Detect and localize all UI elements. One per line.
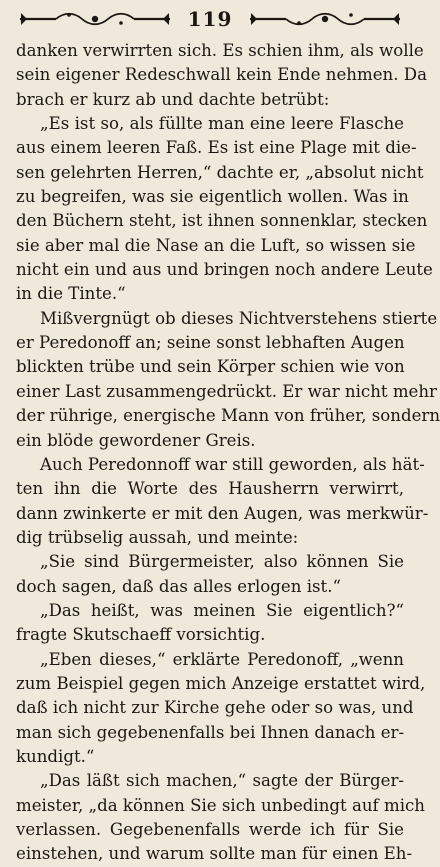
text-line: dann zwinkerte er mit den Augen, was merkwür- [16,503,429,523]
text-line: doch sagen, daß das alles erlogen ist.“ [16,576,341,596]
text-line: der rührige, energische Mann von früher, sondern [16,406,440,426]
text-line: blickten trübe und sein Körper schien wie von [16,357,405,377]
text-line: einstehen, und warum sollte man für einen Eh- [16,844,413,864]
text-line: ten ihn die Worte des Hausherrn verwirrt, [16,479,404,499]
text-line: einer Last zusammengedrückt. Er war nicht mehr [16,381,437,401]
text-line: in die Tinte.“ [16,284,126,304]
text-line: fragte Skutschaeff vorsichtig. [16,625,266,645]
text-line: zu begreifen, was sie eigentlich wollen. Was in [16,187,409,207]
text-line: „Das läßt sich machen,“ sagte der Bürger- [40,771,404,791]
text-line: daß ich nicht zur Kirche gehe oder so was, und [16,698,414,718]
text-line: sein eigener Redeschwall kein Ende nehmen. Da [16,65,427,85]
text-line: den Büchern steht, ist ihnen sonnenklar, stecken [16,211,428,231]
text-line: er Peredonoff an; seine sonst lebhaften Augen [16,333,405,353]
right-ornament-icon [246,11,404,27]
text-line: sie aber mal die Nase an die Luft, so wissen sie [16,235,416,255]
text-line: zum Beispiel gegen mich Anzeige erstattet wird, [16,673,426,693]
text-line: aus einem leeren Faß. Es ist eine Plage mit die- [16,138,417,158]
text-line: „Sie sind Bürgermeister, also können Sie [40,552,404,572]
page-number: 119 [187,7,233,31]
text-line: nicht ein und aus und bringen noch andere Leute [16,260,433,280]
text-line: dig trübselig aussah, und meinte: [16,527,299,547]
text-line: brach er kurz ab und dachte betrübt: [16,89,330,109]
text-line: kundigt.“ [16,746,95,766]
text-line: Mißvergnügt ob dieses Nichtverstehens stierte [40,308,438,328]
text-line: verlassen. Gegebenenfalls werde ich für Sie [16,820,404,839]
text-line: „Eben dieses,“ erklärte Peredonoff, „wenn [40,649,404,669]
text-line: „Das heißt, was meinen Sie eigentlich?“ [40,600,404,620]
text-line: ein blöde gewordener Greis. [16,430,256,450]
left-ornament-icon [16,11,174,27]
text-line: „Es ist so, als füllte man eine leere Flasche [40,114,404,134]
text-line: sen gelehrten Herren,“ dachte er, „absolut nicht [16,162,424,182]
page-text [16,39,440,867]
text-line: man sich gegebenenfalls bei Ihnen danach er- [16,722,405,742]
text-line: danken verwirrten sich. Es schien ihm, als wolle [16,41,424,60]
text-line: meister, „da können Sie sich unbedingt auf mich [16,795,425,815]
text-line: Auch Peredonnoff war still geworden, als hät- [40,454,425,474]
page-header [16,4,404,34]
